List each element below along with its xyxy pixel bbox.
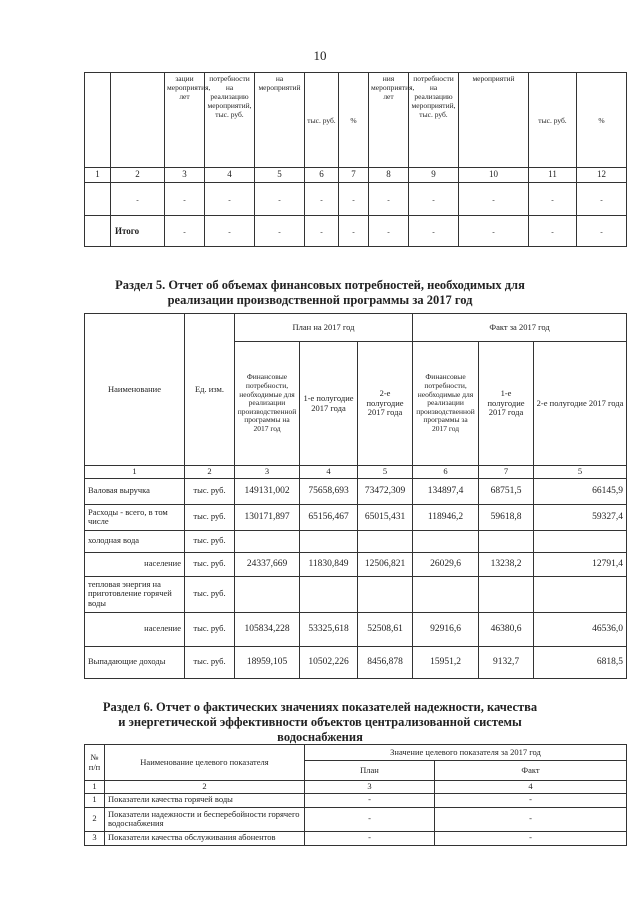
total-row: [85, 216, 627, 247]
table-cell: [85, 183, 111, 216]
row-name: Валовая выручка: [85, 478, 185, 504]
table-cell: 92916,6: [413, 612, 479, 646]
header-fact-fin: Финансовые потребности, необходимые для реализации производственной программы за 2017 год: [413, 342, 479, 466]
table-row: [85, 807, 627, 831]
section6-title-line: водоснабжения: [277, 730, 363, 744]
page-number: 10: [313, 48, 327, 63]
section6-title: [0, 700, 640, 745]
table-cell: -: [369, 183, 409, 216]
table-row: [85, 793, 627, 807]
table-cell: 53325,618: [300, 612, 358, 646]
table-cell: 59618,8: [479, 504, 534, 530]
header-plan: План на 2017 год: [235, 314, 413, 342]
header-plan: План: [305, 761, 435, 781]
row-unit: тыс. руб.: [185, 552, 235, 576]
header-fact-h1: 1-е полугодие 2017 года: [479, 342, 534, 466]
header-fact: Факт за 2017 год: [413, 314, 627, 342]
table-cell: -: [529, 216, 577, 247]
row-plan: -: [305, 793, 435, 807]
row-no: 1: [85, 793, 105, 807]
row-name: Показатели качества горячей воды: [105, 793, 305, 807]
column-number-row: [85, 168, 627, 183]
column-number: 5: [534, 466, 627, 479]
row-name: холодная вода: [85, 530, 185, 552]
column-number: 7: [339, 168, 369, 183]
column-number: 10: [459, 168, 529, 183]
table-cell: [300, 576, 358, 612]
table-cell: -: [255, 183, 305, 216]
header-name: Наименование: [85, 314, 185, 466]
table-cell: 9132,7: [479, 646, 534, 678]
table-cell: 12791,4: [534, 552, 627, 576]
table-row: [85, 478, 627, 504]
table-cell: 118946,2: [413, 504, 479, 530]
header-cell: [111, 73, 165, 168]
indicators-table: [84, 744, 627, 846]
table-cell: 26029,6: [413, 552, 479, 576]
row-name: население: [85, 612, 185, 646]
column-number: 4: [205, 168, 255, 183]
table-cell: -: [409, 183, 459, 216]
row-fact: -: [435, 793, 627, 807]
table-cell: -: [369, 216, 409, 247]
row-unit: тыс. руб.: [185, 504, 235, 530]
table-cell: 12506,821: [358, 552, 413, 576]
table-cell: -: [205, 183, 255, 216]
row-name: Расходы - всего, в том числе: [85, 504, 185, 530]
table-cell: 13238,2: [479, 552, 534, 576]
table-cell: 8456,878: [358, 646, 413, 678]
table-row: [85, 612, 627, 646]
header-plan-fin: Финансовые потребности, необходимые для реализации производственной программы на 2017 год: [235, 342, 300, 466]
column-number: 6: [305, 168, 339, 183]
table-cell: [479, 530, 534, 552]
header-cell: мероприятий: [459, 73, 529, 168]
total-label: Итого: [111, 216, 165, 247]
row-name: тепловая энергия на приготовление горячей воды: [85, 576, 185, 612]
table-cell: [85, 216, 111, 247]
row-name: Выпадающие доходы: [85, 646, 185, 678]
header-cell: на мероприятий: [255, 73, 305, 168]
table-cell: [413, 576, 479, 612]
column-number: 12: [577, 168, 627, 183]
table-cell: -: [305, 183, 339, 216]
section6-title-line: и энергетической эффективности объектов централизованной системы: [118, 715, 522, 729]
table-cell: -: [205, 216, 255, 247]
row-unit: тыс. руб.: [185, 646, 235, 678]
header-cell: ния мероприятия, лет: [369, 73, 409, 168]
header-plan-h1: 1-е полугодие 2017 года: [300, 342, 358, 466]
column-number: 1: [85, 466, 185, 479]
header-cell: %: [577, 73, 627, 168]
financial-needs-table: [84, 313, 627, 679]
section5-title-line: реализации производственной программы за 2017 год: [167, 293, 473, 307]
table-cell: -: [165, 216, 205, 247]
header-fact-h2: 2-е полугодие 2017 года: [534, 342, 627, 466]
table-cell: 73472,309: [358, 478, 413, 504]
section5-title: [0, 278, 640, 308]
column-number: 7: [479, 466, 534, 479]
header-cell: потребности на реализацию мероприятий, тыс. руб.: [409, 73, 459, 168]
table-cell: -: [529, 183, 577, 216]
column-number: 2: [105, 781, 305, 794]
table-row: [85, 646, 627, 678]
table-cell: [235, 576, 300, 612]
column-number: 8: [369, 168, 409, 183]
header-no: № п/п: [85, 745, 105, 781]
table-cell: -: [255, 216, 305, 247]
table-cell: 6818,5: [534, 646, 627, 678]
table-cell: 65156,467: [300, 504, 358, 530]
column-number: 11: [529, 168, 577, 183]
table-cell: 18959,105: [235, 646, 300, 678]
column-number: 3: [305, 781, 435, 794]
column-number: 2: [111, 168, 165, 183]
table-cell: 52508,61: [358, 612, 413, 646]
header-fact: Факт: [435, 761, 627, 781]
header-unit: Ед. изм.: [185, 314, 235, 466]
table-cell: [479, 576, 534, 612]
column-number: 1: [85, 168, 111, 183]
column-number-row: [85, 466, 627, 479]
row-unit: тыс. руб.: [185, 576, 235, 612]
row-unit: тыс. руб.: [185, 612, 235, 646]
table-row: [85, 183, 627, 216]
row-fact: -: [435, 831, 627, 845]
column-number: 3: [165, 168, 205, 183]
table-cell: 11830,849: [300, 552, 358, 576]
table-header-row: [85, 745, 627, 761]
table-cell: [358, 576, 413, 612]
column-number: 6: [413, 466, 479, 479]
header-cell: [85, 73, 111, 168]
continuation-table: [84, 72, 627, 247]
table-cell: 59327,4: [534, 504, 627, 530]
table-cell: -: [305, 216, 339, 247]
header-cell: тыс. руб.: [529, 73, 577, 168]
table-row: [85, 552, 627, 576]
row-plan: -: [305, 831, 435, 845]
table-cell: 66145,9: [534, 478, 627, 504]
table-cell: 46380,6: [479, 612, 534, 646]
column-number: 1: [85, 781, 105, 794]
row-name: население: [85, 552, 185, 576]
table-cell: 75658,693: [300, 478, 358, 504]
table-cell: 65015,431: [358, 504, 413, 530]
table-cell: 15951,2: [413, 646, 479, 678]
column-number: 9: [409, 168, 459, 183]
table-cell: [413, 530, 479, 552]
row-plan: -: [305, 807, 435, 831]
section6-title-line: Раздел 6. Отчет о фактических значениях показателей надежности, качества: [102, 700, 538, 714]
column-number: 5: [255, 168, 305, 183]
column-number-row: [85, 781, 627, 794]
table-cell: -: [459, 216, 529, 247]
header-name: Наименование целевого показателя: [105, 745, 305, 781]
column-number: 3: [235, 466, 300, 479]
column-number: 4: [300, 466, 358, 479]
table-cell: 68751,5: [479, 478, 534, 504]
table-cell: -: [339, 183, 369, 216]
table-cell: 105834,228: [235, 612, 300, 646]
row-no: 2: [85, 807, 105, 831]
table-cell: [534, 530, 627, 552]
table-cell: 149131,002: [235, 478, 300, 504]
row-unit: тыс. руб.: [185, 478, 235, 504]
table-cell: [534, 576, 627, 612]
row-fact: -: [435, 807, 627, 831]
table-cell: 134897,4: [413, 478, 479, 504]
table-cell: -: [409, 216, 459, 247]
table-row: [85, 504, 627, 530]
column-number: 4: [435, 781, 627, 794]
table-row: [85, 576, 627, 612]
table-cell: 130171,897: [235, 504, 300, 530]
table-cell: -: [577, 216, 627, 247]
table-cell: [235, 530, 300, 552]
table-cell: [358, 530, 413, 552]
row-no: 3: [85, 831, 105, 845]
table-cell: -: [111, 183, 165, 216]
table-header-row: [85, 73, 627, 168]
table-cell: 46536,0: [534, 612, 627, 646]
table-row: [85, 831, 627, 845]
row-unit: тыс. руб.: [185, 530, 235, 552]
header-cell: потребности на реализацию мероприятий, тыс. руб.: [205, 73, 255, 168]
table-row: [85, 530, 627, 552]
header-plan-h2: 2-е полугодие 2017 года: [358, 342, 413, 466]
table-cell: -: [339, 216, 369, 247]
column-number: 2: [185, 466, 235, 479]
table-cell: -: [577, 183, 627, 216]
header-cell: тыс. руб.: [305, 73, 339, 168]
table-cell: -: [165, 183, 205, 216]
row-name: Показатели надежности и бесперебойности горячего водоснабжения: [105, 807, 305, 831]
row-name: Показатели качества обслуживания абонентов: [105, 831, 305, 845]
table-cell: -: [459, 183, 529, 216]
header-cell: %: [339, 73, 369, 168]
header-cell: зации мероприятия, лет: [165, 73, 205, 168]
column-number: 5: [358, 466, 413, 479]
section5-title-line: Раздел 5. Отчет об объемах финансовых потребностей, необходимых для: [115, 278, 525, 292]
table-cell: 24337,669: [235, 552, 300, 576]
table-header-row: [85, 314, 627, 342]
table-cell: 10502,226: [300, 646, 358, 678]
table-cell: [300, 530, 358, 552]
header-value: Значение целевого показателя за 2017 год: [305, 745, 627, 761]
